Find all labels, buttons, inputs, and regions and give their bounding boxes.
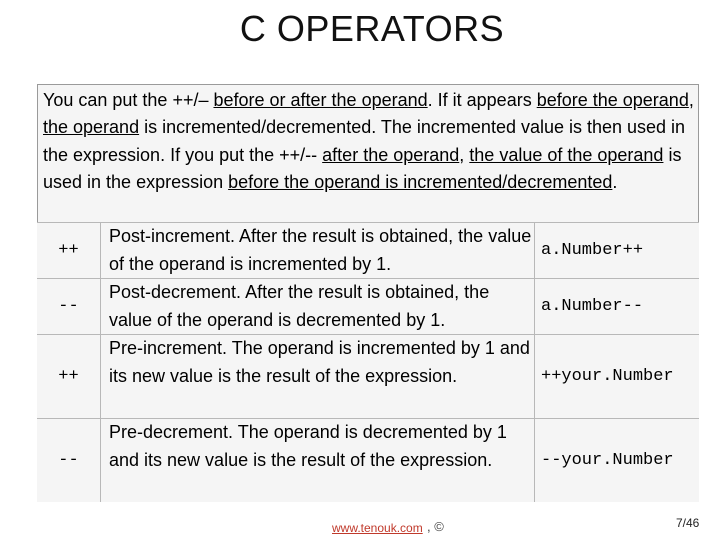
intro-text: , <box>688 90 694 110</box>
intro-text: , <box>459 144 470 165</box>
intro-underline: before the operand <box>536 90 689 110</box>
operator-cell: -- <box>37 279 101 334</box>
intro-underline: the operand <box>43 117 140 138</box>
intro-paragraph <box>43 87 698 196</box>
operator-cell: ++ <box>37 223 101 278</box>
slide-title: C OPERATORS <box>239 8 505 49</box>
intro-underline: after the operand <box>322 144 460 165</box>
table-row <box>37 278 699 334</box>
intro-underline: the value of the operand <box>469 144 664 165</box>
intro-text: You can put the ++/– <box>43 90 214 110</box>
footer-website-link[interactable]: www.tenouk.com <box>332 521 423 535</box>
intro-text: . <box>612 171 618 192</box>
example-cell: --your.Number <box>541 451 674 470</box>
example-cell: ++your.Number <box>541 367 674 386</box>
table-row <box>37 418 699 502</box>
intro-text: . If it appears <box>427 90 537 110</box>
intro-text: is used in the expression <box>43 144 682 192</box>
footer-copyright: , © <box>427 519 444 534</box>
description-cell: Post-decrement. After the result is obtained, the value of the operand is decremented by 1. <box>101 279 535 334</box>
description-cell: Post-increment. After the result is obtained, the value of the operand is incremented by 1. <box>101 223 535 278</box>
description-cell: Pre-decrement. The operand is decremented by 1 and its new value is the result of the expression. <box>101 419 535 502</box>
operators-table <box>37 222 699 502</box>
intro-underline: before the operand is incremented/decremented <box>228 171 613 192</box>
table-row <box>37 222 699 278</box>
intro-text: is incremented/decremented. The incremented value is then used in the expression. If you put the ++/-- <box>43 117 686 165</box>
description-cell: Pre-increment. The operand is incremented by 1 and its new value is the result of the expression. <box>101 335 535 418</box>
operator-cell: -- <box>37 419 101 502</box>
page-number: 7/46 <box>676 516 700 530</box>
example-cell: a.Number-- <box>541 297 644 316</box>
example-cell: a.Number++ <box>541 241 644 260</box>
intro-underline: before or after the operand <box>213 90 428 110</box>
table-row <box>37 334 699 418</box>
operator-cell: ++ <box>37 335 101 418</box>
